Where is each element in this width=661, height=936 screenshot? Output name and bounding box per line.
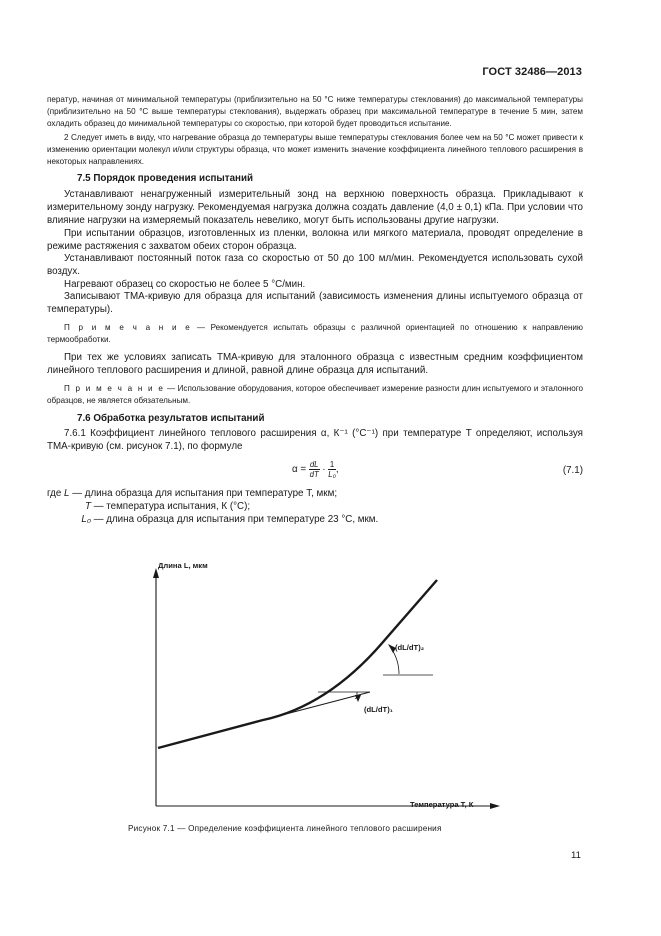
- section-7-5-para-3: Устанавливают постоянный поток газа со скоростью от 50 до 100 мл/мин. Рекомендуется использовать сухой воздух.: [47, 253, 583, 277]
- tangent-lower: [263, 692, 370, 720]
- note-label: П р и м е ч а н и е: [64, 323, 192, 333]
- formula-7-1: [47, 455, 583, 487]
- legend-row: где L — длина образца для испытания при температуре T, мкм;: [47, 488, 338, 500]
- note-equipment: [47, 383, 583, 407]
- tma-curve: [158, 580, 437, 748]
- formula-legend: [47, 487, 583, 531]
- tma-curve-figure: [108, 556, 508, 821]
- legend-lead: где: [47, 488, 62, 500]
- note-label: П р и м е ч а н и е: [64, 384, 165, 394]
- x-axis-label: Температура T, К: [410, 800, 474, 809]
- formula-comma: ,: [335, 464, 339, 476]
- note-text: — Рекомендуется испытать образцы с различной ориентацией по отношению к направлению термообработки.: [47, 323, 584, 345]
- note-2: 2 Следует иметь в виду, что нагревание образца до температуры выше температуры стеклования более чем на 50 °С может привести к изменению ориентации молекул и/или структуры образца, что может изменить значение коэффициента линейного теплового расширения в некоторых направлениях.: [47, 132, 583, 166]
- fraction-numerator: 1: [329, 460, 335, 470]
- x-axis-arrow: [490, 803, 500, 809]
- slope-label-upper: (dL/dT)₂: [395, 643, 425, 652]
- section-7-6-1-para: 7.6.1 Коэффициент линейного теплового расширения α, К⁻¹ (°С⁻¹) при температуре T определяют, используя ТМА-кривую (см. рисунок 7.1), по формуле: [47, 428, 583, 452]
- legend-text: температура испытания, К (°С);: [106, 501, 251, 513]
- formula-number: (7.1): [562, 465, 583, 477]
- page-body: [47, 94, 583, 531]
- y-axis-label: Длина L, мкм: [158, 561, 208, 570]
- legend-symbol: T: [85, 501, 91, 513]
- slope-label-lower: (dL/dT)₁: [364, 705, 393, 714]
- fraction-1-l0: [328, 460, 336, 479]
- note-continuation: ператур, начиная от минимальной температуры (приблизительно на 50 °С ниже температуры стеклования) до максимальной температуры (приблизительно на 50 °С выше температуры стеклования), выдержать образец при максимальной температуре в течение 5 мин, затем охладить образец до минимальной температуры со скоростью, при которой будет проводиться испытание.: [47, 95, 583, 128]
- section-7-5-para-6: При тех же условиях записать ТМА-кривую для эталонного образца с известным средним коэффициентом линейного теплового расширения и длиной, равной длине образца для испытаний.: [47, 352, 583, 376]
- fraction-denominator: dT: [309, 470, 319, 480]
- section-7-5-heading: 7.5 Порядок проведения испытаний: [77, 173, 254, 185]
- formula-dot: ·: [322, 464, 326, 476]
- fraction-numerator: dL: [309, 460, 319, 470]
- page-number: 11: [571, 850, 581, 861]
- legend-text: длина образца для испытания при температуре T, мкм;: [84, 488, 338, 500]
- section-7-5-para-5: Записывают ТМА-кривую для образца для испытаний (зависимость изменения длины испытуемого образца от температуры).: [47, 291, 583, 315]
- fraction-denominator: L₀: [328, 470, 336, 480]
- fraction-dl-dt: [309, 460, 320, 479]
- document-code: ГОСТ 32486—2013: [482, 66, 582, 78]
- section-7-5-para-1: Устанавливают ненагруженный измерительный зонд на верхнюю поверхность образца. Прикладывают к измерительному зонду нагрузку. Рекомендуемая нагрузка должна создать давление (4,0 ± 0,1) кПа. При условии что влияние нагрузки на измеряемый показатель невелико, могут быть использованы другие нагрузки.: [47, 189, 583, 226]
- note-text: — Использование оборудования, которое обеспечивает измерение разности длин испытуемого и эталонного образцов, не является обязательным.: [47, 384, 583, 406]
- section-7-5-para-2: При испытании образцов, изготовленных из пленки, волокна или мягкого материала, проводят определение в режиме растяжения с захватом обеих сторон образца.: [47, 228, 583, 252]
- note-recommend-orientation: [47, 322, 583, 346]
- section-7-5-para-4: Нагревают образец со скоростью не более 5 °С/мин.: [64, 278, 306, 290]
- legend-symbol: L₀: [81, 514, 91, 526]
- legend-symbol: L: [64, 488, 70, 500]
- formula-expression: [292, 460, 339, 479]
- formula-lhs: α =: [292, 464, 307, 476]
- section-7-6-heading: 7.6 Обработка результатов испытаний: [77, 413, 265, 425]
- figure-caption: Рисунок 7.1 — Определение коэффициента линейного теплового расширения: [128, 824, 442, 833]
- legend-row: T — температура испытания, К (°С);: [85, 501, 251, 513]
- legend-text: длина образца для испытания при температуре 23 °С, мкм.: [106, 514, 379, 526]
- legend-row: L₀ — длина образца для испытания при температуре 23 °С, мкм.: [81, 514, 379, 526]
